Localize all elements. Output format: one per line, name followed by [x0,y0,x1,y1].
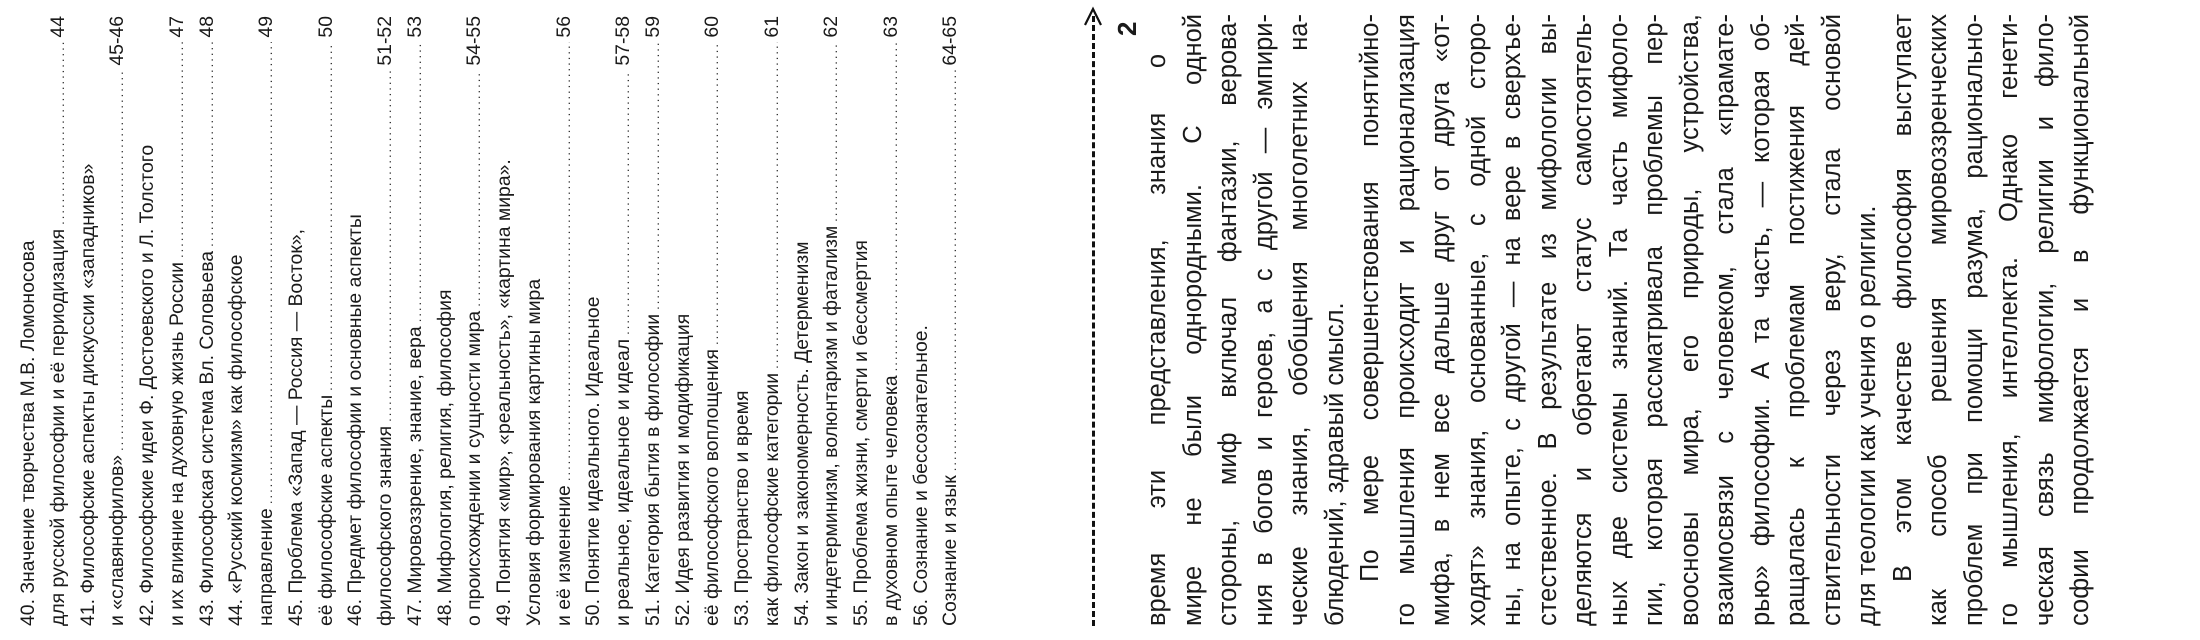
table-of-contents [14,16,966,626]
toc-entry-text: Сознание и язык [939,475,962,626]
toc-entry-text: 48. Мифология, религия, философия [433,289,456,626]
toc-leader-dots [253,42,282,505]
toc-page-number: 44 [46,16,69,38]
toc-leader-dots [551,42,580,482]
toc-entry [788,16,818,626]
toc-page-number: 59 [641,16,664,38]
toc-entry [460,16,490,626]
body-line: ны, на опыте, с другой — на вере в сверхъе- [1498,14,1526,626]
toc-leader-dots [194,42,223,247]
toc-entry [371,16,401,626]
scissors-icon [1082,6,1104,28]
toc-entry [817,16,847,626]
body-line: В этом качестве философия выступает [1888,14,1917,582]
body-line: го мышления происходит и рационализация [1391,14,1420,626]
toc-leader-dots [45,42,74,225]
body-line: ных две системы знаний. Та часть мифоло- [1604,14,1633,626]
toc-leader-dots [610,70,639,335]
toc-page-number: 51-52 [374,16,396,66]
toc-entry [550,16,580,626]
toc-entry [490,16,520,626]
body-line: мире не были однородными. С одной [1178,14,1207,626]
toc-entry [758,16,788,626]
toc-entry [579,16,609,626]
toc-page-number: 61 [760,16,783,38]
body-line: рью» философии. А та часть, — которая об- [1746,14,1775,626]
toc-entry-text: 45. Проблема «Запад — Россия — Восток», [284,229,307,626]
toc-entry [847,16,877,626]
toc-entry-text: как философские категории [760,372,783,626]
toc-entry-text: 56. Сознание и бессознательное. [909,325,932,626]
toc-entry-text: о происхождении и сущности мира [463,310,486,626]
body-line: для теологии как учения о религии. [1853,205,1881,626]
toc-page-number: 53 [403,16,426,38]
toc-page-number: 48 [195,16,218,38]
toc-entry [877,16,907,626]
toc-entry [341,16,371,626]
body-line: го мышления, интеллекта. Однако генети- [1995,14,2023,626]
toc-leader-dots [313,42,342,391]
body-line: мифа, в нем все дальше друг от друга «от- [1427,14,1455,626]
toc-leader-dots [878,42,907,372]
toc-entry-text: 46. Предмет философии и основные аспекты [344,214,367,626]
toc-entry-text: и «славянофилов» [106,454,129,626]
toc-entry-text: 53. Пространство и время [731,390,753,626]
toc-leader-dots [937,70,966,472]
toc-entry-text: и её изменение [552,485,575,626]
toc-entry [74,16,104,626]
body-line: проблем при помощи разума, рационально- [1959,14,1988,626]
body-line: ходят» знания, основанные, с одной сторо- [1462,14,1491,626]
body-line: как способ решения мировоззренческих [1924,14,1952,626]
toc-entry [907,16,937,626]
toc-entry [669,16,699,626]
toc-entry [14,16,44,626]
toc-entry [252,16,282,626]
body-line: время эти представления, знания о [1143,54,1171,626]
toc-entry [431,16,461,626]
toc-entry-text: Условия формирования картины мира [522,278,545,626]
toc-entry-text: направление [255,508,277,626]
toc-page-number: 50 [314,16,337,38]
toc-entry-text: 42. Философские идеи Ф. Достоевского и Л. Толстого [136,144,158,626]
body-line: взаимосвязи с человеком, стала «праматe- [1711,14,1739,626]
body-line: деляются и обретают статус самостоятель- [1569,14,1597,626]
body-line: ращалась к проблемам постижения дей- [1782,14,1810,626]
toc-entry [698,16,728,626]
body-line: софии продолжается и в функциональной [2066,14,2094,626]
toc-page-number: 47 [165,16,188,38]
toc-entry-text: и их влияние на духовную жизнь России [165,262,188,626]
body-line: воосновы мира, его природы, устройства, [1675,14,1704,626]
body-line: ния в богов и героев, а с другой — эмпири- [1249,14,1278,626]
toc-page-number: 54-55 [463,16,486,66]
body-text [1112,14,2099,626]
toc-entry-text: её философские аспекты [314,394,337,626]
toc-entry [282,16,312,626]
toc-entry-text: в духовном опыте человека [879,375,902,626]
toc-entry [639,16,669,626]
toc-entry-text: 40. Значение творчества М.В. Ломоносова [17,240,39,626]
toc-entry [609,16,639,626]
toc-entry-text: 52. Идея развития и модификация [671,313,694,626]
toc-page-number: 45-46 [106,16,129,66]
body-line: ствительности через веру, стала основой [1817,14,1846,626]
toc-leader-dots [818,42,847,222]
toc-entry-text: и индетерминизм, волюнтаризм и фатализм [820,225,843,626]
toc-entry [44,16,74,626]
toc-leader-dots [104,70,133,451]
toc-entry [193,16,223,626]
toc-entry-text: и реальное, идеальное и идеал [612,338,634,626]
tab-number: 2 [1112,21,1142,36]
toc-entry-text: 55. Проблема жизни, смерти и бессмертия [850,240,872,626]
toc-entry-text: 43. Философская система Вл. Соловьева [195,250,218,626]
toc-entry [163,16,193,626]
toc-entry [728,16,758,626]
toc-leader-dots [372,70,401,422]
body-line: По мере совершенствования понятийно- [1356,14,1384,582]
toc-leader-dots [759,42,788,369]
body-line: стественное. В результате из мифологии вы- [1533,14,1562,626]
toc-entry [103,16,133,626]
toc-entry [133,16,163,626]
toc-entry [222,16,252,626]
toc-entry-text: для русской философии и её периодизация [46,228,69,626]
toc-entry-text: философского знания [374,425,396,626]
toc-entry [520,16,550,626]
toc-leader-dots [164,42,193,258]
toc-leader-dots [699,42,728,345]
toc-page-number: 60 [701,16,724,38]
toc-leader-dots [402,42,431,323]
toc-entry-text: 50. Понятие идеального. Идеальное [582,296,605,626]
toc-entry [401,16,431,626]
toc-entry-text: 44. «Русский космизм» как философское [225,254,248,626]
body-line: блюдений, здравый смысл. [1320,302,1349,626]
toc-page-number: 62 [820,16,843,38]
toc-page-number: 49 [255,16,277,38]
toc-entry [312,16,342,626]
body-line: гии, которая рассматривала проблемы пер- [1640,14,1668,626]
body-line: стороны, миф включал фантазии, верова- [1214,14,1242,626]
toc-page-number: 63 [879,16,902,38]
toc-entry-text: 49. Понятия «мир», «реальность», «картина мира». [493,159,515,626]
toc-page-number: 57-58 [612,16,634,66]
toc-page-number: 56 [552,16,575,38]
toc-leader-dots [461,70,490,307]
toc-entry-text: её философского воплощения [701,349,724,626]
cut-line [1092,16,1095,626]
toc-entry-text: 51. Категория бытия в философии [641,313,664,626]
toc-entry-text: 54. Закон и закономерность. Детерменизм [790,241,813,626]
body-line: ческие знания, обобщения многолетних на- [1285,14,1313,626]
toc-page-number: 64-65 [939,16,962,66]
toc-entry-text: 47. Мировоззрение, знание, вера [403,326,426,626]
toc-entry [936,16,966,626]
toc-leader-dots [640,42,669,310]
toc-entry-text: 41. Философские аспекты дискуссии «западников» [76,163,99,626]
body-line: ческая связь мифологии, религии и фило- [2030,14,2059,626]
